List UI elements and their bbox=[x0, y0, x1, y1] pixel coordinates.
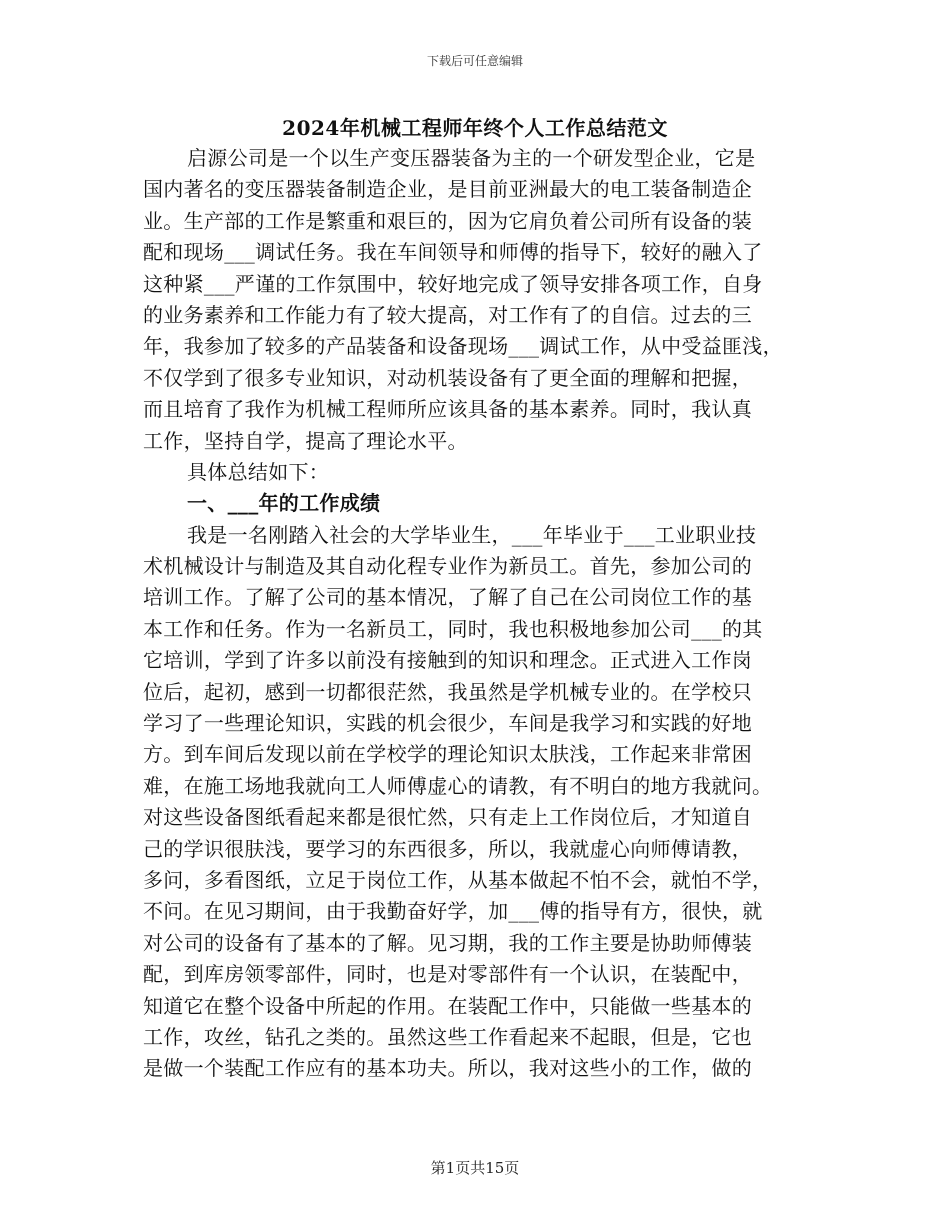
body-line: 培训工作。了解了公司的基本情况，了解了自己在公司岗位工作的基 bbox=[143, 585, 752, 610]
body-line: 配和现场___调试任务。我在车间领导和师傅的指导下，较好的融入了 bbox=[143, 240, 763, 265]
body-line: 方。到车间后发现以前在学校学的理论知识太肤浅，工作起来非常困 bbox=[143, 742, 752, 767]
body-line: 术机械设计与制造及其自动化程专业作为新员工。首先，参加公司的 bbox=[143, 554, 752, 579]
body-line: 它培训，学到了许多以前没有接触到的知识和理念。正式进入工作岗 bbox=[143, 648, 752, 673]
body-line: 多问，多看图纸，立足于岗位工作，从基本做起不怕不会，就怕不学， bbox=[143, 867, 773, 892]
body-line: 工作，坚持自学，提高了理论水平。 bbox=[143, 428, 468, 453]
body-line: 己的学识很肤浅，要学习的东西很多，所以，我就虚心向师傅请教， bbox=[143, 836, 752, 861]
body-line: 难，在施工场地我就向工人师傅虚心的请教，有不明白的地方我就问。 bbox=[143, 773, 773, 798]
body-line: 具体总结如下： bbox=[187, 459, 330, 484]
body-line: 不仅学到了很多专业知识，对动机装设备有了更全面的理解和把握， bbox=[143, 365, 752, 390]
body-line: 这种紧___严谨的工作氛围中，较好地完成了领导安排各项工作，自身 bbox=[143, 271, 763, 296]
body-line: 对这些设备图纸看起来都是很忙然，只有走上工作岗位后，才知道自 bbox=[143, 805, 752, 830]
header-note: 下载后可任意编辑 bbox=[426, 54, 523, 68]
document-title: 2024年机械工程师年终个人工作总结范文 bbox=[282, 116, 668, 140]
body-line: 不问。在见习期间，由于我勤奋好学，加___傅的指导有方，很快，就 bbox=[143, 899, 763, 924]
body-line: 知道它在整个设备中所起的作用。在装配工作中，只能做一些基本的 bbox=[143, 993, 752, 1018]
body-line: 工作，攻丝，钻孔之类的。虽然这些工作看起来不起眼，但是，它也 bbox=[143, 1024, 752, 1049]
body-line: 的业务素养和工作能力有了较大提高，对工作有了的自信。过去的三 bbox=[143, 302, 752, 327]
body-line: 位后，起初，感到一切都很茫然，我虽然是学机械专业的。在学校只 bbox=[143, 679, 752, 704]
section-heading: 一、___年的工作成绩 bbox=[187, 491, 381, 516]
body-line: 而且培育了我作为机械工程师所应该具备的基本素养。同时，我认真 bbox=[143, 397, 752, 422]
body-line: 业。生产部的工作是繁重和艰巨的，因为它肩负着公司所有设备的装 bbox=[143, 208, 752, 233]
body-line: 国内著名的变压器装备制造企业，是目前亚洲最大的电工装备制造企 bbox=[143, 177, 752, 202]
body-line: 是做一个装配工作应有的基本功夫。所以，我对这些小的工作，做的 bbox=[143, 1056, 752, 1081]
body-line: 年，我参加了较多的产品装备和设备现场___调试工作，从中受益匪浅， bbox=[143, 334, 783, 359]
body-line: 配，到库房领零部件，同时，也是对零部件有一个认识，在装配中， bbox=[143, 962, 752, 987]
body-line: 对公司的设备有了基本的了解。见习期，我的工作主要是协助师傅装 bbox=[143, 930, 752, 955]
body-line: 学习了一些理论知识，实践的机会很少，车间是我学习和实践的好地 bbox=[143, 711, 752, 736]
body-line: 本工作和任务。作为一名新员工，同时，我也积极地参加公司___的其 bbox=[143, 616, 763, 641]
document-body bbox=[143, 143, 823, 1085]
body-line: 我是一名刚踏入社会的大学毕业生，___年毕业于___工业职业技 bbox=[187, 522, 757, 547]
page-footer: 第1页共15页 bbox=[430, 1159, 520, 1177]
body-line: 启源公司是一个以生产变压器装备为主的一个研发型企业，它是 bbox=[187, 146, 756, 170]
